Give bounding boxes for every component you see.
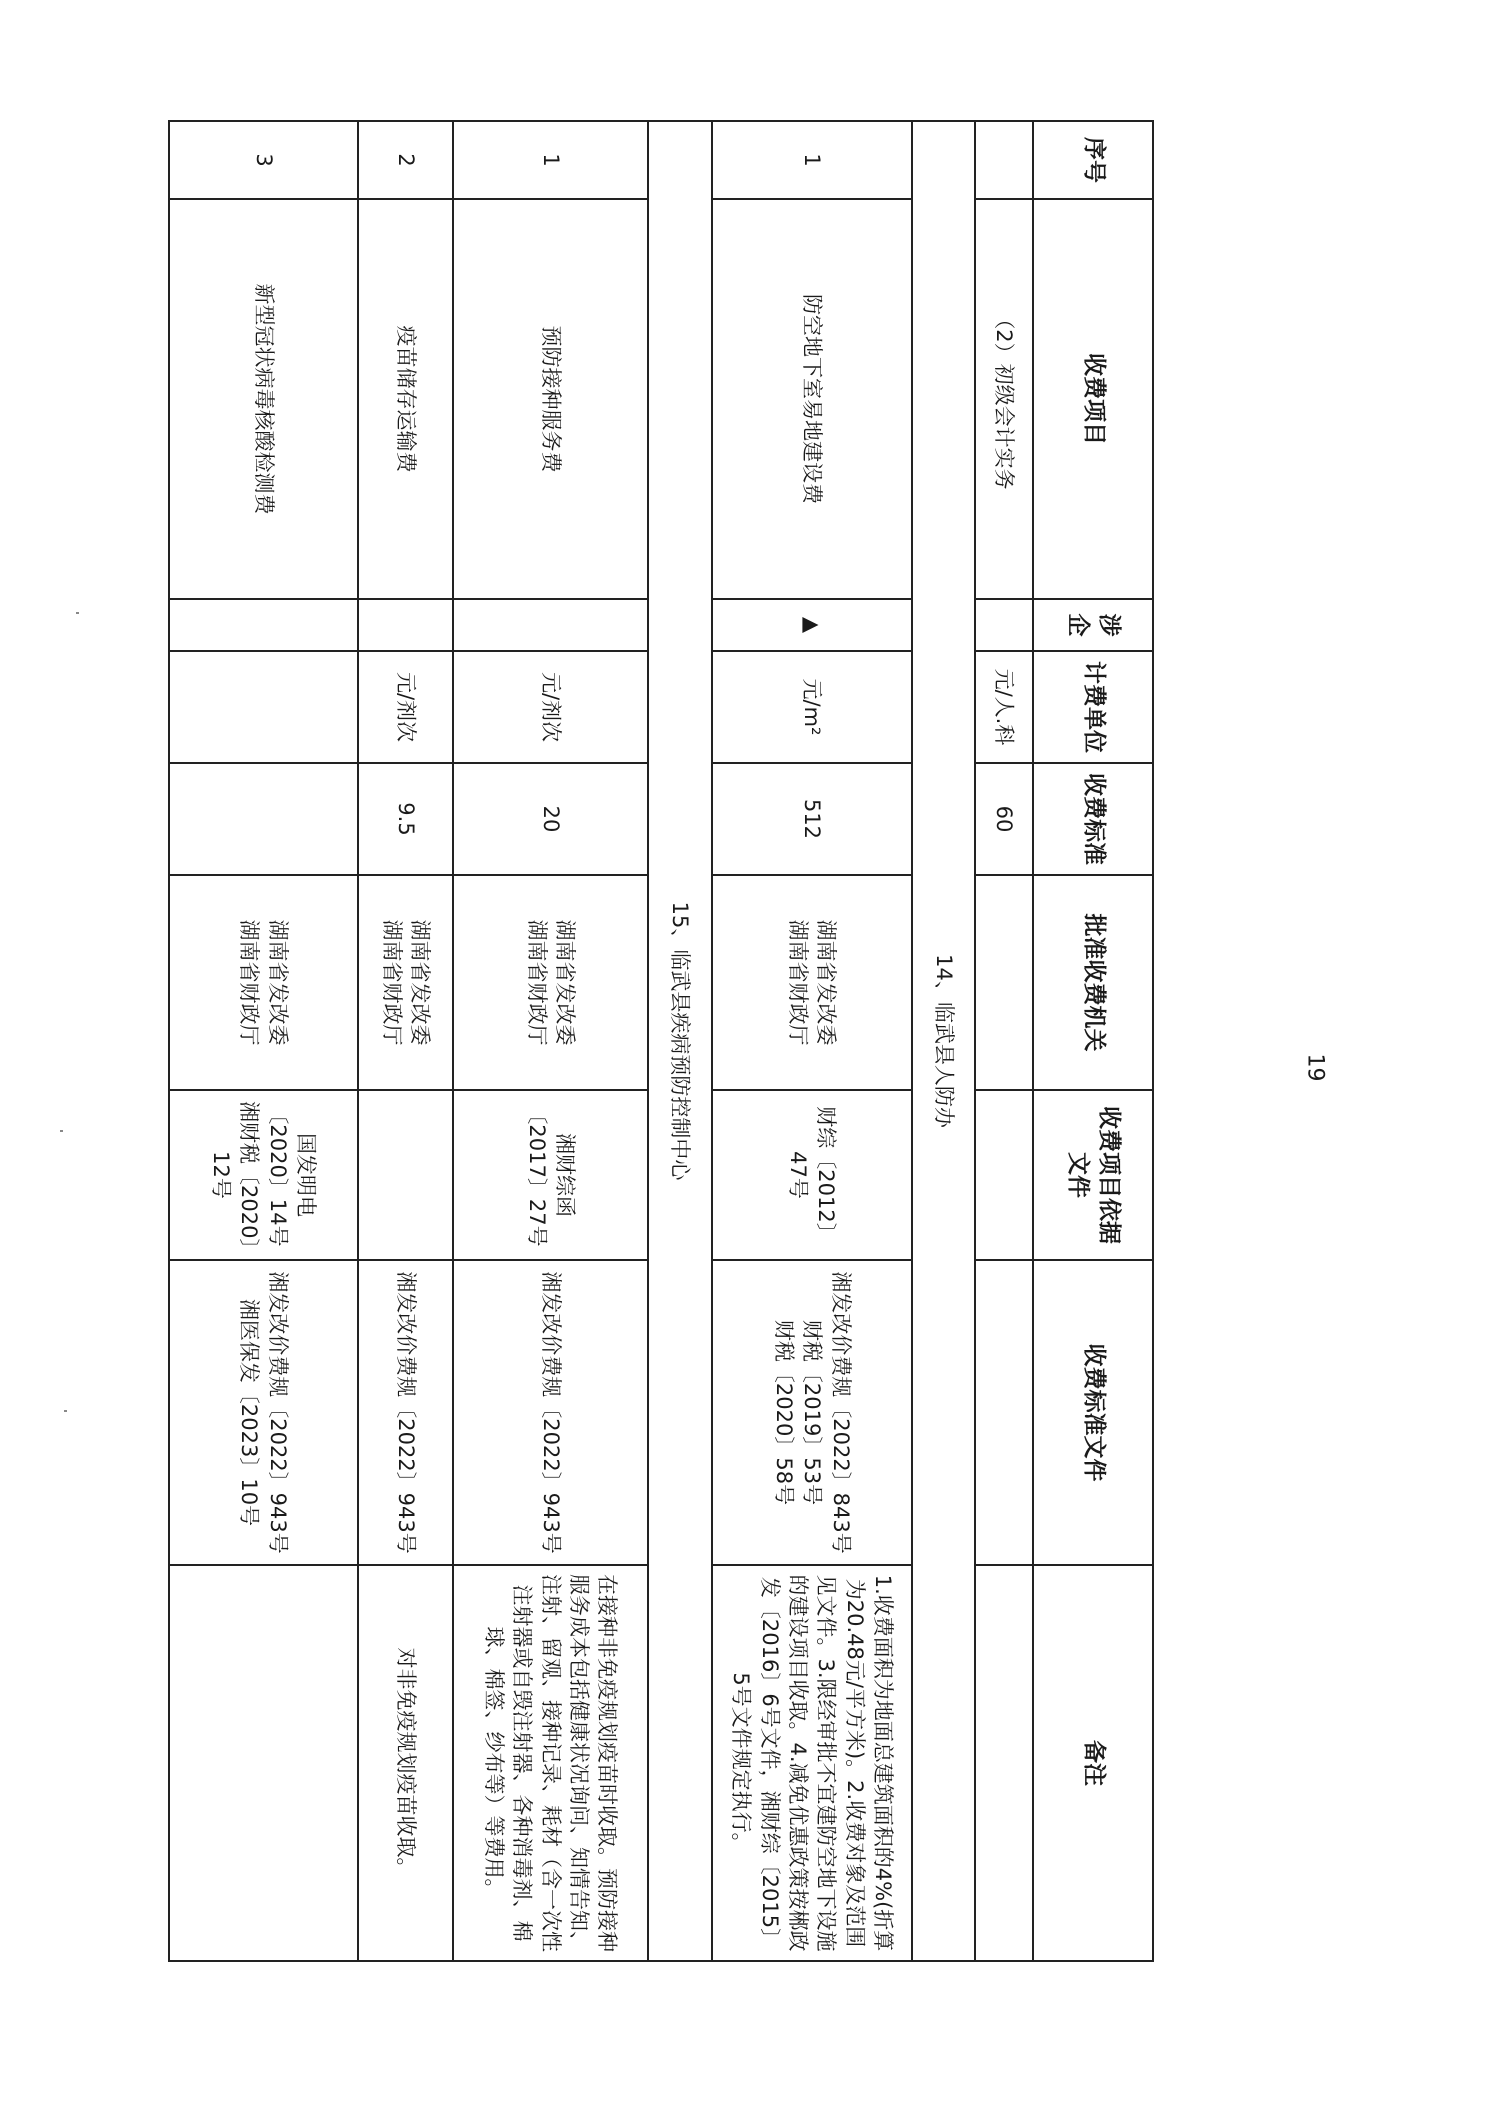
cell-no: 3 [169,121,358,199]
cell-item: 疫苗储存运输费 [358,199,454,599]
section-row [912,121,975,1961]
cell-standard [169,763,358,875]
cell-standard: 9.5 [358,763,454,875]
cell-basis [975,1090,1033,1260]
cell-no [975,121,1033,199]
header-remark: 备注 [1033,1565,1153,1961]
cell-item: 防空地下室易地建设费 [712,199,912,599]
cell-unit: 元/剂次 [453,651,647,763]
cell-remark [169,1565,358,1961]
scan-speck [60,1130,63,1132]
cell-unit: 元/人.科 [975,651,1033,763]
cell-authority: 湖南省发改委 湖南省财政厅 [358,875,454,1090]
header-unit: 计费单位 [1033,651,1153,763]
cell-basis: 财综〔2012〕47号 [712,1090,912,1260]
header-enterprise: 涉企 [1033,599,1153,651]
header-row [1033,121,1153,1961]
section-title-14: 14、临武县人防办 [912,121,975,1961]
cell-standard: 60 [975,763,1033,875]
rotated-page [168,120,1154,1960]
table-row [358,121,454,1961]
table-row [169,121,358,1961]
cell-enterprise [453,599,647,651]
cell-authority: 湖南省发改委 湖南省财政厅 [169,875,358,1090]
cell-std-file: 湘发改价费规〔2022〕943号 湘医保发〔2023〕10号 [169,1260,358,1565]
cell-enterprise [358,599,454,651]
fee-table [168,120,1154,1962]
cell-enterprise [169,599,358,651]
table-row [975,121,1033,1961]
cell-authority [975,875,1033,1090]
cell-std-file [975,1260,1033,1565]
page-number: 19 [1302,1053,1328,1082]
cell-remark: 对非免疫规划疫苗收取。 [358,1565,454,1961]
cell-enterprise-marker: ▲ [712,599,912,651]
cell-unit [169,651,358,763]
header-no: 序号 [1033,121,1153,199]
header-standard: 收费标准 [1033,763,1153,875]
section-row [648,121,712,1961]
header-std-file: 收费标准文件 [1033,1260,1153,1565]
cell-unit: 元/剂次 [358,651,454,763]
cell-basis: 湘财综函〔2017〕27号 [453,1090,647,1260]
cell-remark: 在接种非免疫规划疫苗时收取。预防接种服务成本包括健康状况询问、知情告知、注射、留观、接种记录、耗材（含一次性注射器或自毁注射器、各种消毒剂、棉球、棉签、纱布等）等费用。 [453,1565,647,1961]
scan-speck [64,1410,67,1412]
cell-standard: 20 [453,763,647,875]
cell-enterprise [975,599,1033,651]
table-row [453,121,647,1961]
cell-unit: 元/m² [712,651,912,763]
cell-standard: 512 [712,763,912,875]
cell-std-file: 湘发改价费规〔2022〕843号 财税〔2019〕53号 财税〔2020〕58号 [712,1260,912,1565]
cell-basis: 国发明电〔2020〕14号 湘财税〔2020〕12号 [169,1090,358,1260]
header-item: 收费项目 [1033,199,1153,599]
cell-authority: 湖南省发改委 湖南省财政厅 [712,875,912,1090]
cell-authority: 湖南省发改委 湖南省财政厅 [453,875,647,1090]
cell-item: 新型冠状病毒核酸检测费 [169,199,358,599]
header-basis: 收费项目依据文件 [1033,1090,1153,1260]
table-row [712,121,912,1961]
cell-remark: 1.收费面积为地面总建筑面积的4%(折算为20.48元/平方米)。2.收费对象及范围见文件。3.限经审批不宜建防空地下设施的建设项目收取。4.减免优惠政策按郴政发〔2016〕6号文件，湘财综〔2015〕5号文件规定执行。 [712,1565,912,1961]
section-title-15: 15、临武县疾病预防控制中心 [648,121,712,1961]
cell-std-file: 湘发改价费规〔2022〕943号 [358,1260,454,1565]
cell-basis [358,1090,454,1260]
cell-std-file: 湘发改价费规〔2022〕943号 [453,1260,647,1565]
cell-item: （2）初级会计实务 [975,199,1033,599]
header-authority: 批准收费机关 [1033,875,1153,1090]
cell-no: 1 [712,121,912,199]
cell-item: 预防接种服务费 [453,199,647,599]
cell-no: 1 [453,121,647,199]
cell-remark [975,1565,1033,1961]
scan-speck [76,612,79,614]
cell-no: 2 [358,121,454,199]
